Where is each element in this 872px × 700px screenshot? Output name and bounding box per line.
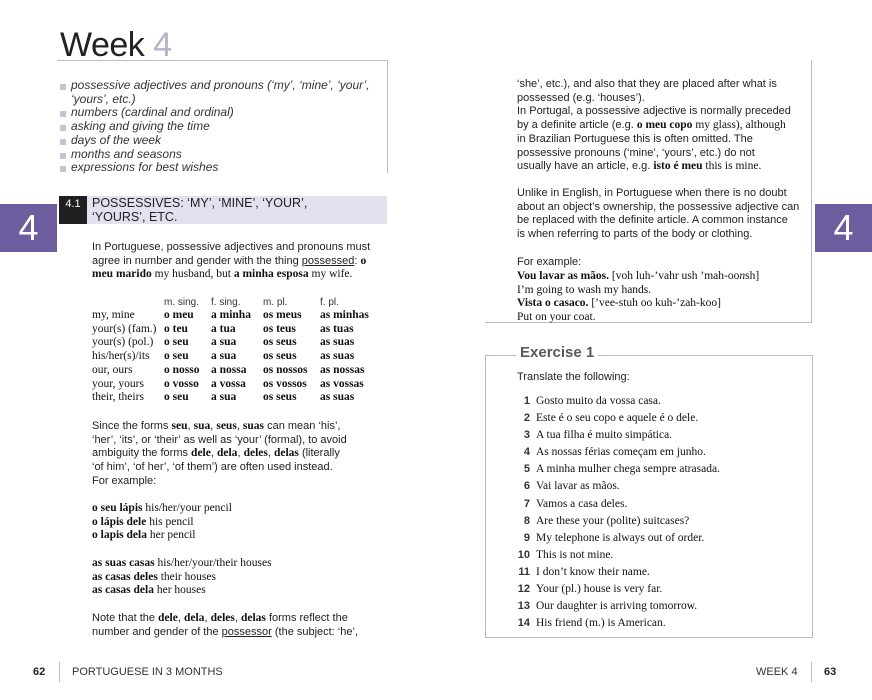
pt-term: seu (171, 420, 188, 432)
text-run: , (210, 447, 217, 460)
pt-term: a minha esposa (233, 268, 309, 281)
exercise-number: 7 (523, 497, 530, 510)
table-cell: a nossa (211, 363, 247, 376)
exercise-number: 3 (523, 429, 530, 442)
text-line (92, 447, 392, 461)
text-line (92, 420, 392, 434)
exercise-item (516, 391, 720, 408)
pt-term: o lapis dela (92, 529, 147, 542)
exercise-text: Our daughter is arriving tomorrow. (536, 600, 698, 613)
note-paragraph (92, 612, 392, 639)
pt-term: as casas dela (92, 584, 154, 597)
table-cell: os seus (263, 391, 297, 404)
section-title-line: ‘YOURS’, ETC. (92, 209, 178, 224)
table-row (92, 350, 380, 364)
text-line: about an object’s ownership, the possessive adjective can (517, 200, 800, 213)
table-row (92, 391, 380, 405)
text-run: , (177, 612, 184, 624)
text-line: For example: (92, 474, 157, 487)
table-cell: your(s) (fam.) (92, 322, 157, 335)
text-run: usually have an article, e.g. (517, 160, 654, 173)
text-line: possessed (e.g. ‘houses’). (517, 91, 645, 104)
text-line (92, 626, 392, 640)
text-line: ‘she’, etc.), and also that they are placed after what is (517, 78, 777, 90)
translation: his/her/your/their houses (154, 557, 272, 569)
table-cell: os teus (263, 322, 296, 335)
pronunciation-nasal: n (739, 270, 746, 282)
text-run: my wife. (308, 268, 353, 281)
table-cell: o teu (164, 322, 188, 335)
text-run: forms reflect the (265, 612, 348, 624)
text-run: this is mine. (702, 160, 762, 173)
exercise-number: 14 (517, 617, 530, 630)
pt-term: as casas deles (92, 570, 158, 583)
table-cell: as nossas (320, 363, 365, 376)
translation: his/her/your pencil (142, 502, 232, 514)
exercise-number: 10 (517, 548, 530, 561)
section-number: 4.1 (59, 196, 87, 224)
translation: their houses (157, 570, 216, 583)
exercise-item (516, 442, 720, 459)
exercise-text: Este é o seu copo e aquele é o dele. (536, 412, 699, 425)
text-run: my glass), although (692, 119, 786, 132)
pronunciation: [’vee-stuh oo kuh-’zah-koo] (588, 297, 721, 310)
text-line: Unlike in English, in Portuguese when there is no doubt (517, 187, 787, 199)
text-run: can mean ‘his’, (264, 420, 341, 432)
table-cell: os meus (263, 309, 302, 321)
section-title (92, 197, 307, 224)
exercise-number: 5 (523, 463, 530, 476)
text-run: (literally (298, 447, 340, 460)
translation: her houses (153, 584, 206, 597)
table-cell: os seus (263, 336, 297, 349)
table-cell: a sua (211, 391, 237, 404)
exercise-text: I don’t know their name. (536, 565, 650, 578)
text-run: Since the forms (92, 420, 172, 432)
week-word: Week (60, 26, 145, 64)
table-cell: his/her(s)/its (92, 350, 150, 363)
exercise-item (516, 511, 720, 528)
exercise-text: His friend (m.) is American. (536, 617, 666, 630)
text-line: possessive pronouns (‘mine’, ‘yours’, etc.) do not (517, 146, 755, 159)
table-cell: o seu (164, 350, 189, 363)
text-run: , (267, 447, 274, 460)
table-header (92, 296, 164, 309)
exercise-item (516, 579, 720, 596)
underlined-term: possessed (301, 254, 355, 267)
text-line: is when referring to parts of the body or clothing. (517, 228, 753, 241)
section-title-line: POSSESSIVES: ‘MY’, ‘MINE’, ‘YOUR’, (92, 196, 308, 210)
exercise-number: 8 (523, 514, 530, 527)
example-line (92, 529, 232, 543)
text-line: in Brazilian Portuguese this is often omitted. The (517, 132, 753, 145)
pt-term: meu marido (92, 268, 152, 281)
table-cell: o vosso (164, 377, 199, 390)
topic-item: days of the week (60, 134, 378, 148)
table-cell: as suas (320, 350, 355, 363)
table-cell: our, ours (92, 363, 133, 376)
footer-divider (59, 662, 60, 682)
table-cell: my, mine (92, 309, 135, 321)
text-run: , (204, 612, 211, 624)
pt-term: delas (240, 612, 266, 624)
pronunciation: sh] (745, 270, 760, 282)
table-cell: as vossas (320, 377, 364, 390)
examples-block-2 (92, 557, 272, 598)
text-line: In Portuguese, possessive adjectives and pronouns must (92, 241, 371, 253)
page-number-left: 62 (33, 666, 46, 678)
exercise-text: Vai lavar as mãos. (536, 480, 620, 493)
table-cell: as tuas (320, 322, 354, 335)
exercise-text: Vamos a casa deles. (536, 497, 628, 510)
exercise-number: 4 (523, 446, 530, 459)
text-run: , (187, 420, 194, 432)
body-examples (517, 270, 812, 325)
pt-term: as suas casas (92, 557, 155, 569)
text-line (92, 268, 387, 282)
text-run: Note that the (92, 612, 159, 624)
table-cell: o seu (164, 391, 189, 404)
table-cell: as suas (320, 336, 355, 349)
pt-term: dela (216, 447, 238, 460)
pt-term: o meu copo (636, 119, 693, 132)
pt-term: o lápis dele (92, 515, 147, 528)
pt-term: sua (193, 420, 211, 432)
table-row (92, 364, 380, 378)
table-cell: a minha (211, 309, 251, 321)
table-cell: a sua (211, 336, 237, 349)
week-title (60, 26, 172, 65)
exercise-item (516, 545, 720, 562)
text-line (517, 119, 812, 133)
table-header: m. sing. (164, 297, 200, 308)
example-line (92, 502, 232, 516)
exercise-number: 2 (523, 412, 530, 425)
examples-block-1 (92, 502, 232, 543)
exercise-item (516, 476, 720, 493)
exercise-text: This is not mine. (536, 548, 614, 561)
unlike-paragraph (517, 187, 812, 242)
example-line (92, 516, 232, 530)
table-cell: your(s) (pol.) (92, 336, 154, 349)
table-row (92, 309, 380, 323)
text-run: , (236, 420, 243, 432)
pt-term: delas (273, 447, 299, 460)
topics-list (60, 79, 378, 175)
table-cell: your, yours (92, 377, 144, 390)
exercise-item (516, 459, 720, 476)
table-header: f. sing. (211, 297, 241, 308)
topic-item: numbers (cardinal and ordinal) (60, 106, 378, 120)
chapter-tab-right: 4 (815, 204, 872, 252)
example-line (517, 297, 812, 311)
pt-term: Vou lavar as mãos. (517, 270, 610, 282)
exercise-item (516, 562, 720, 579)
text-line: ‘of him’, ‘of her’, ‘of them’) are often used instead. (92, 461, 333, 474)
possessives-table (92, 296, 380, 405)
continuation-paragraph (517, 78, 812, 174)
table-cell: as minhas (320, 309, 369, 321)
pt-term: o (360, 254, 367, 267)
table-row (92, 378, 380, 392)
week-number: 4 (153, 26, 172, 64)
table-cell: os seus (263, 350, 297, 363)
text-run: by a definite article (e.g. (517, 119, 637, 132)
exercise-text: A minha mulher chega sempre atrasada. (536, 463, 720, 476)
table-cell: o meu (164, 309, 194, 321)
text-line (92, 612, 392, 626)
table-row (92, 323, 380, 337)
table-cell: a vossa (211, 377, 246, 390)
table-row (92, 336, 380, 350)
exercise-item (516, 528, 720, 545)
week-footer: WEEK 4 (756, 666, 798, 678)
book-title-footer: PORTUGUESE IN 3 MONTHS (72, 666, 223, 678)
table-cell: a sua (211, 350, 237, 363)
exercise-item (516, 494, 720, 511)
pt-term: deles (243, 447, 268, 460)
example-line (92, 584, 272, 598)
text-run: : (354, 254, 361, 267)
underlined-term: possessor (221, 625, 272, 638)
pt-term: suas (242, 420, 265, 432)
text-run: (the subject: ‘he’, (271, 625, 359, 638)
exercise-number: 6 (523, 480, 530, 493)
translation: her pencil (146, 529, 196, 542)
topic-item: asking and giving the time (60, 120, 378, 134)
table-cell: o nosso (164, 363, 200, 376)
exercise-item (516, 408, 720, 425)
chapter-tab-left: 4 (0, 204, 57, 252)
exercise-title: Exercise 1 (516, 344, 598, 361)
page-number-right: 63 (824, 666, 837, 678)
exercise-item (516, 613, 720, 630)
text-run: agree in number and gender with the thing (92, 254, 302, 267)
pt-term: deles (210, 612, 235, 624)
for-example-label: For example: (517, 256, 582, 268)
example-line: I’m going to wash my hands. (517, 283, 652, 296)
table-cell: os nossos (263, 363, 308, 376)
table-cell: os vossos (263, 377, 307, 390)
exercise-number: 1 (523, 395, 530, 407)
text-run: , (237, 447, 244, 460)
exercise-text: Gosto muito da vossa casa. (536, 395, 661, 407)
pt-term: dela (183, 612, 205, 624)
topic-item: months and seasons (60, 148, 378, 162)
table-cell: as suas (320, 391, 355, 404)
exercise-number: 13 (517, 600, 530, 613)
example-line (92, 557, 272, 571)
table-cell: their, theirs (92, 391, 144, 404)
pt-term: seus (216, 420, 237, 432)
exercise-text: A tua filha é muito simpática. (536, 429, 673, 442)
topic-item: possessive adjectives and pronouns (‘my’, ‘mine’, ‘your’, ‘yours’, etc.) (60, 79, 378, 106)
text-run: my husband, but (151, 268, 234, 281)
exercise-number: 12 (517, 583, 530, 596)
text-line: be replaced with the definite article. A common instance (517, 214, 788, 227)
pt-term: dele (191, 447, 211, 460)
topic-item: expressions for best wishes (60, 161, 378, 175)
exercise-text: As nossas férias começam em junho. (536, 446, 706, 459)
exercise-item (516, 596, 720, 613)
text-line: ‘her’, ‘its’, or ‘their’ as well as ‘your’ (formal), to avoid (92, 433, 347, 446)
exercise-number: 11 (518, 565, 530, 578)
translation: his pencil (146, 515, 194, 528)
text-line: In Portugal, a possessive adjective is normally preceded (517, 105, 791, 118)
forms-paragraph (92, 420, 392, 489)
pt-term: o seu lápis (92, 502, 143, 514)
text-run: number and gender of the (92, 625, 222, 638)
example-line: Put on your coat. (517, 311, 596, 324)
text-line (92, 255, 387, 269)
intro-paragraph (92, 241, 387, 282)
exercise-instruction: Translate the following: (517, 371, 630, 383)
pt-term: Vista o casaco. (517, 297, 589, 310)
table-header: f. pl. (320, 297, 339, 308)
exercise-text: Are these your (polite) suitcases? (536, 514, 690, 527)
table-cell: o seu (164, 336, 189, 349)
example-line (92, 571, 272, 585)
text-run: , (210, 420, 217, 432)
example-line (517, 270, 812, 284)
exercise-text: Your (pl.) house is very far. (536, 583, 663, 596)
pt-term: isto é meu (653, 160, 703, 173)
text-run: , (234, 612, 241, 624)
pronunciation: [voh luh-’vahr ush ’mah-oo (609, 270, 740, 282)
pt-term: dele (158, 612, 178, 624)
exercise-list (516, 391, 720, 630)
exercise-text: My telephone is always out of order. (536, 531, 705, 544)
text-run: ambiguity the forms (92, 447, 192, 460)
text-line (517, 160, 812, 174)
exercise-number: 9 (523, 531, 530, 544)
table-header-row (92, 296, 380, 309)
table-cell: a tua (211, 322, 236, 335)
footer-divider (811, 662, 812, 682)
table-header: m. pl. (263, 297, 288, 308)
exercise-item (516, 425, 720, 442)
